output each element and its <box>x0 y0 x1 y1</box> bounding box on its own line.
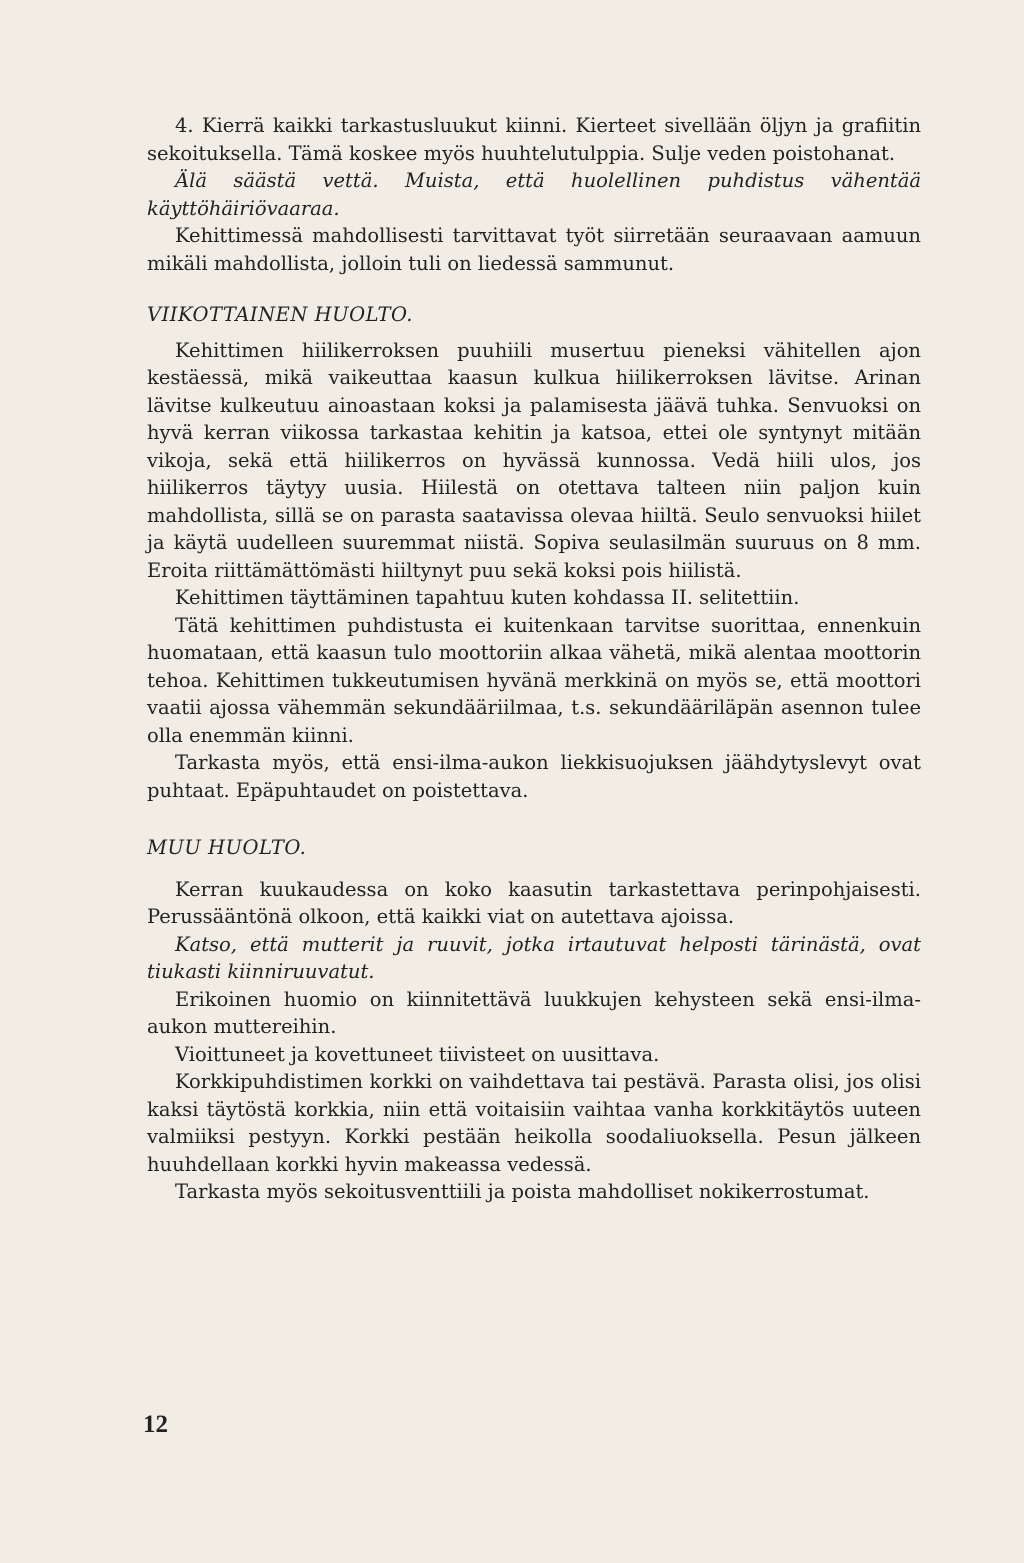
section-heading-weekly: VIIKOTTAINEN HUOLTO. <box>147 303 414 326</box>
paragraph-monthly: Kerran kuukaudessa on koko kaasutin tarkastettava perinpohjaisesti. Perussääntönä olkoon, että kaikki viat on autettava ajoissa. <box>147 877 921 928</box>
page-body <box>147 112 921 1206</box>
paragraph-nuts-bolts: Katso, että mutterit ja ruuvit, jotka irtautuvat helposti tärinästä, ovat tiukasti kiinniruuvatut. <box>147 932 921 983</box>
paragraph-gaskets: Vioittuneet ja kovettuneet tiivisteet on uusittava. <box>175 1042 660 1066</box>
paragraph-weekly-filling: Kehittimen täyttäminen tapahtuu kuten kohdassa II. selitettiin. <box>175 586 800 609</box>
paragraph-weekly-check: Tarkasta myös, että ensi-ilma-aukon liekkisuojuksen jäähdytyslevyt ovat puhtaat. Epäpuhtaudet on poistettava. <box>147 751 921 802</box>
paragraph-weekly-cleaning: Tätä kehittimen puhdistusta ei kuitenkaan tarvitse suorittaa, ennenkuin huomataan, että kaasun tulo moottoriin alkaa vähetä, mikä alentaa moottorin tehoa. Kehittimen tukkeutumisen hyvänä merkkinä on myös se, että moottori vaatii ajossa vähemmän sekundääriilmaa, t.s. sekundääriläpän asennon tulee olla enemmän kiinni. <box>147 613 921 747</box>
paragraph-mixing-valve: Tarkasta myös sekoitusventtiili ja poista mahdolliset nokikerrostumat. <box>175 1180 870 1203</box>
paragraph-step-4: 4. Kierrä kaikki tarkastusluukut kiinni. Kierteet sivellään öljyn ja grafiitin sekoituksella. Tämä koskee myös huuhtelutulppia. Sulje veden poistohanat. <box>147 114 921 165</box>
warning-paragraph: Älä säästä vettä. Muista, että huolellinen puhdistus vähentää käyttöhäiriövaaraa. <box>147 169 921 220</box>
page-number: 12 <box>143 1411 168 1438</box>
paragraph-weekly-charcoal: Kehittimen hiilikerroksen puuhiili musertuu pieneksi vähitellen ajon kestäessä, mikä vaikeuttaa kaasun kulkua hiilikerroksen lävitse. Arinan lävitse kulkeutuu ainoastaan koksi ja palamisesta jäävä tuhka. Senvuoksi on hyvä kerran viikossa tarkastaa kehitin ja katsoa, ettei ole syntynyt mitään vikoja, sekä että hiilikerros on hyvässä kunnossa. Vedä hiili ulos, jos hiilikerros täytyy uusia. Hiilestä on otettava talteen niin paljon kuin mahdollista, sillä se on parasta saatavissa olevaa hiiltä. Seulo senvuoksi hiilet ja käytä uudelleen suuremmat niistä. Sopiva seulasilmän suuruus on 8 mm. Eroita riittämättömästi hiiltynyt puu sekä koksi pois hiilistä. <box>147 338 921 582</box>
paragraph-further-work: Kehittimessä mahdollisesti tarvittavat työt siirretään seuraavaan aamuun mikäli mahdollista, jolloin tuli on liedessä sammunut. <box>147 224 921 275</box>
section-heading-other: MUU HUOLTO. <box>147 836 307 859</box>
paragraph-special-attention: Erikoinen huomio on kiinnitettävä luukkujen kehysteen sekä ensi-ilma-aukon muttereihin. <box>147 987 921 1038</box>
paragraph-cork-cleaner: Korkkipuhdistimen korkki on vaihdettava tai pestävä. Parasta olisi, jos olisi kaksi täytöstä korkkia, niin että voitaisiin vaihtaa vanha korkkitäytös uuteen valmiiksi pestyyn. Korkki pestään heikolla soodaliuoksella. Pesun jälkeen huuhdellaan korkki hyvin makeassa vedessä. <box>147 1070 921 1176</box>
